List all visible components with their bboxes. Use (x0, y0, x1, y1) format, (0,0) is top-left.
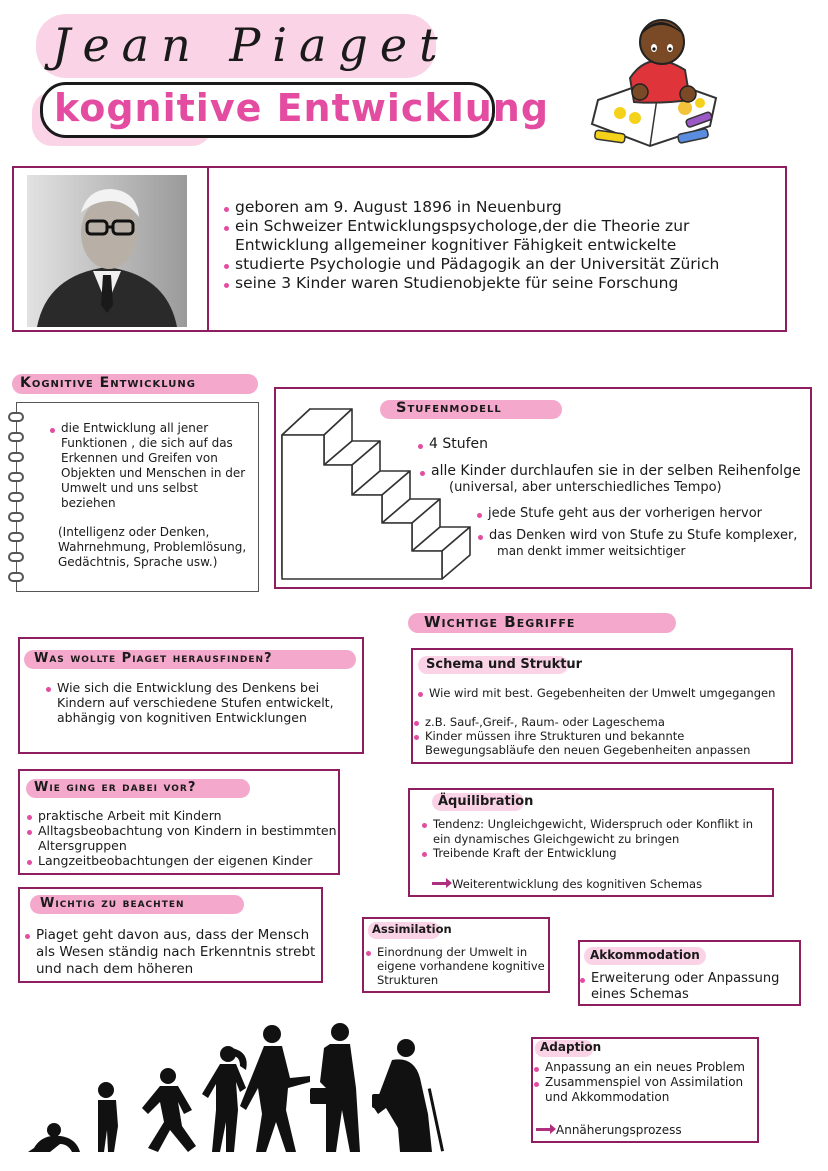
bio-divider (207, 166, 209, 332)
adaption-result: Annäherungsprozess (536, 1123, 682, 1137)
bio-list (224, 198, 769, 293)
bio-item: ein Schweizer Entwicklungspsychologe,der die Theorie zur Entwicklung allgemeiner kognitiver Fähigkeit entwickelte (224, 217, 769, 255)
schema-lines (414, 715, 784, 757)
wichtig-text: Piaget geht davon aus, dass der Mensch als Wesen ständig nach Erkenntnis strebt und nach dem höheren (25, 927, 321, 978)
notepad-ring (8, 532, 24, 542)
schema-heading: Schema und Struktur (426, 657, 583, 672)
wichtig-list (25, 927, 321, 978)
wie-ging-list (27, 808, 337, 868)
adaption-item: Zusammenspiel von Assimilation und Akkommodation (534, 1075, 754, 1105)
wie-ging-item: Langzeitbeobachtungen der eigenen Kinder (27, 853, 337, 868)
was-wollte-list (46, 680, 346, 725)
page-subtitle: kognitive Entwicklung (54, 86, 550, 130)
assimilation-text: Einordnung der Umwelt in eigene vorhandene kognitive Strukturen (366, 945, 546, 987)
bio-item: seine 3 Kinder waren Studienobjekte für seine Forschung (224, 274, 769, 293)
schema-line-2: z.B. Sauf-,Greif-, Raum- oder Lageschema (414, 715, 784, 729)
bio-item: geboren am 9. August 1896 in Neuenburg (224, 198, 769, 217)
aequi-list (422, 817, 770, 861)
akkommodation-heading: Akkommodation (590, 948, 700, 962)
aequi-result: Weiterentwicklung des kognitiven Schemas (432, 877, 702, 891)
assimilation-list (366, 945, 546, 987)
akkommodation-list (580, 971, 780, 1003)
piaget-portrait (27, 175, 187, 327)
wie-ging-item: Alltagsbeobachtung von Kindern in bestimmten Altersgruppen (27, 823, 337, 853)
notepad-ring (8, 492, 24, 502)
begriffe-heading: Wichtige Begriffe (424, 613, 576, 631)
aequi-heading: Äquilibration (438, 794, 534, 809)
kognitive-examples: (Intelligenz oder Denken, Wahrnehmung, Problemlösung, Gedächtnis, Sprache usw.) (58, 525, 247, 569)
wie-ging-item: praktische Arbeit mit Kindern (27, 808, 337, 823)
was-wollte-text: Wie sich die Entwicklung des Denkens bei Kindern auf verschiedene Stufen entwickelt, abhängig von kognitiven Entwicklungen (46, 680, 346, 725)
notepad-ring (8, 432, 24, 442)
notepad-ring (8, 512, 24, 522)
adaption-item: Anpassung an ein neues Problem (534, 1060, 754, 1075)
arrow-icon (536, 1128, 554, 1131)
aequi-item: Tendenz: Ungleichgewicht, Widerspruch oder Konflikt in ein dynamisches Gleichgewicht zu bringen (422, 817, 770, 846)
human-development-silhouettes (20, 1018, 460, 1156)
schema-line-1: Wie wird mit best. Gegebenheiten der Umwelt umgegangen (418, 686, 788, 700)
stufe-item-2: jede Stufe geht aus der vorherigen hervor (477, 506, 762, 521)
notepad-ring (8, 452, 24, 462)
kognitive-definition: die Entwicklung all jener Funktionen , die sich auf das Erkennen und Greifen von Objekten und Menschen in der Umwelt und uns selbst beziehen (50, 421, 250, 511)
aequi-item: Treibende Kraft der Entwicklung (422, 846, 770, 861)
notepad-ring (8, 552, 24, 562)
page-title: Jean Piaget (52, 18, 450, 72)
stufe-note-weitsichtig: man denkt immer weitsichtiger (497, 544, 686, 558)
akkommodation-text: Erweiterung oder Anpassung eines Schemas (580, 971, 780, 1003)
stufe-note-universal: (universal, aber unterschiedliches Tempo) (449, 480, 722, 495)
child-drawing-illustration (590, 8, 725, 158)
notepad-ring (8, 572, 24, 582)
schema-line-3: Kinder müssen ihre Strukturen und bekannte Bewegungsabläufe den neuen Gegebenheiten anpassen (414, 729, 784, 757)
stufe-item-3: das Denken wird von Stufe zu Stufe komplexer, (478, 528, 797, 543)
notepad-ring (8, 472, 24, 482)
was-wollte-heading: Was wollte Piaget herausfinden? (34, 651, 273, 666)
stufenmodell-heading: Stufenmodell (396, 400, 502, 416)
stufe-item-0: 4 Stufen (418, 436, 488, 452)
notepad-ring (8, 412, 24, 422)
bio-item: studierte Psychologie und Pädagogik an der Universität Zürich (224, 255, 769, 274)
kognitive-definition-list (50, 421, 250, 511)
kognitive-heading: Kognitive Entwicklung (20, 375, 196, 391)
adaption-list (534, 1060, 754, 1105)
wichtig-heading: Wichtig zu beachten (40, 896, 185, 911)
stufe-item-1: alle Kinder durchlaufen sie in der selben Reihenfolge (420, 463, 801, 479)
adaption-heading: Adaption (540, 1040, 602, 1054)
staircase-illustration (280, 395, 475, 585)
assimilation-heading: Assimilation (372, 922, 452, 936)
arrow-icon (432, 882, 450, 885)
wie-ging-heading: Wie ging er dabei vor? (34, 780, 197, 795)
